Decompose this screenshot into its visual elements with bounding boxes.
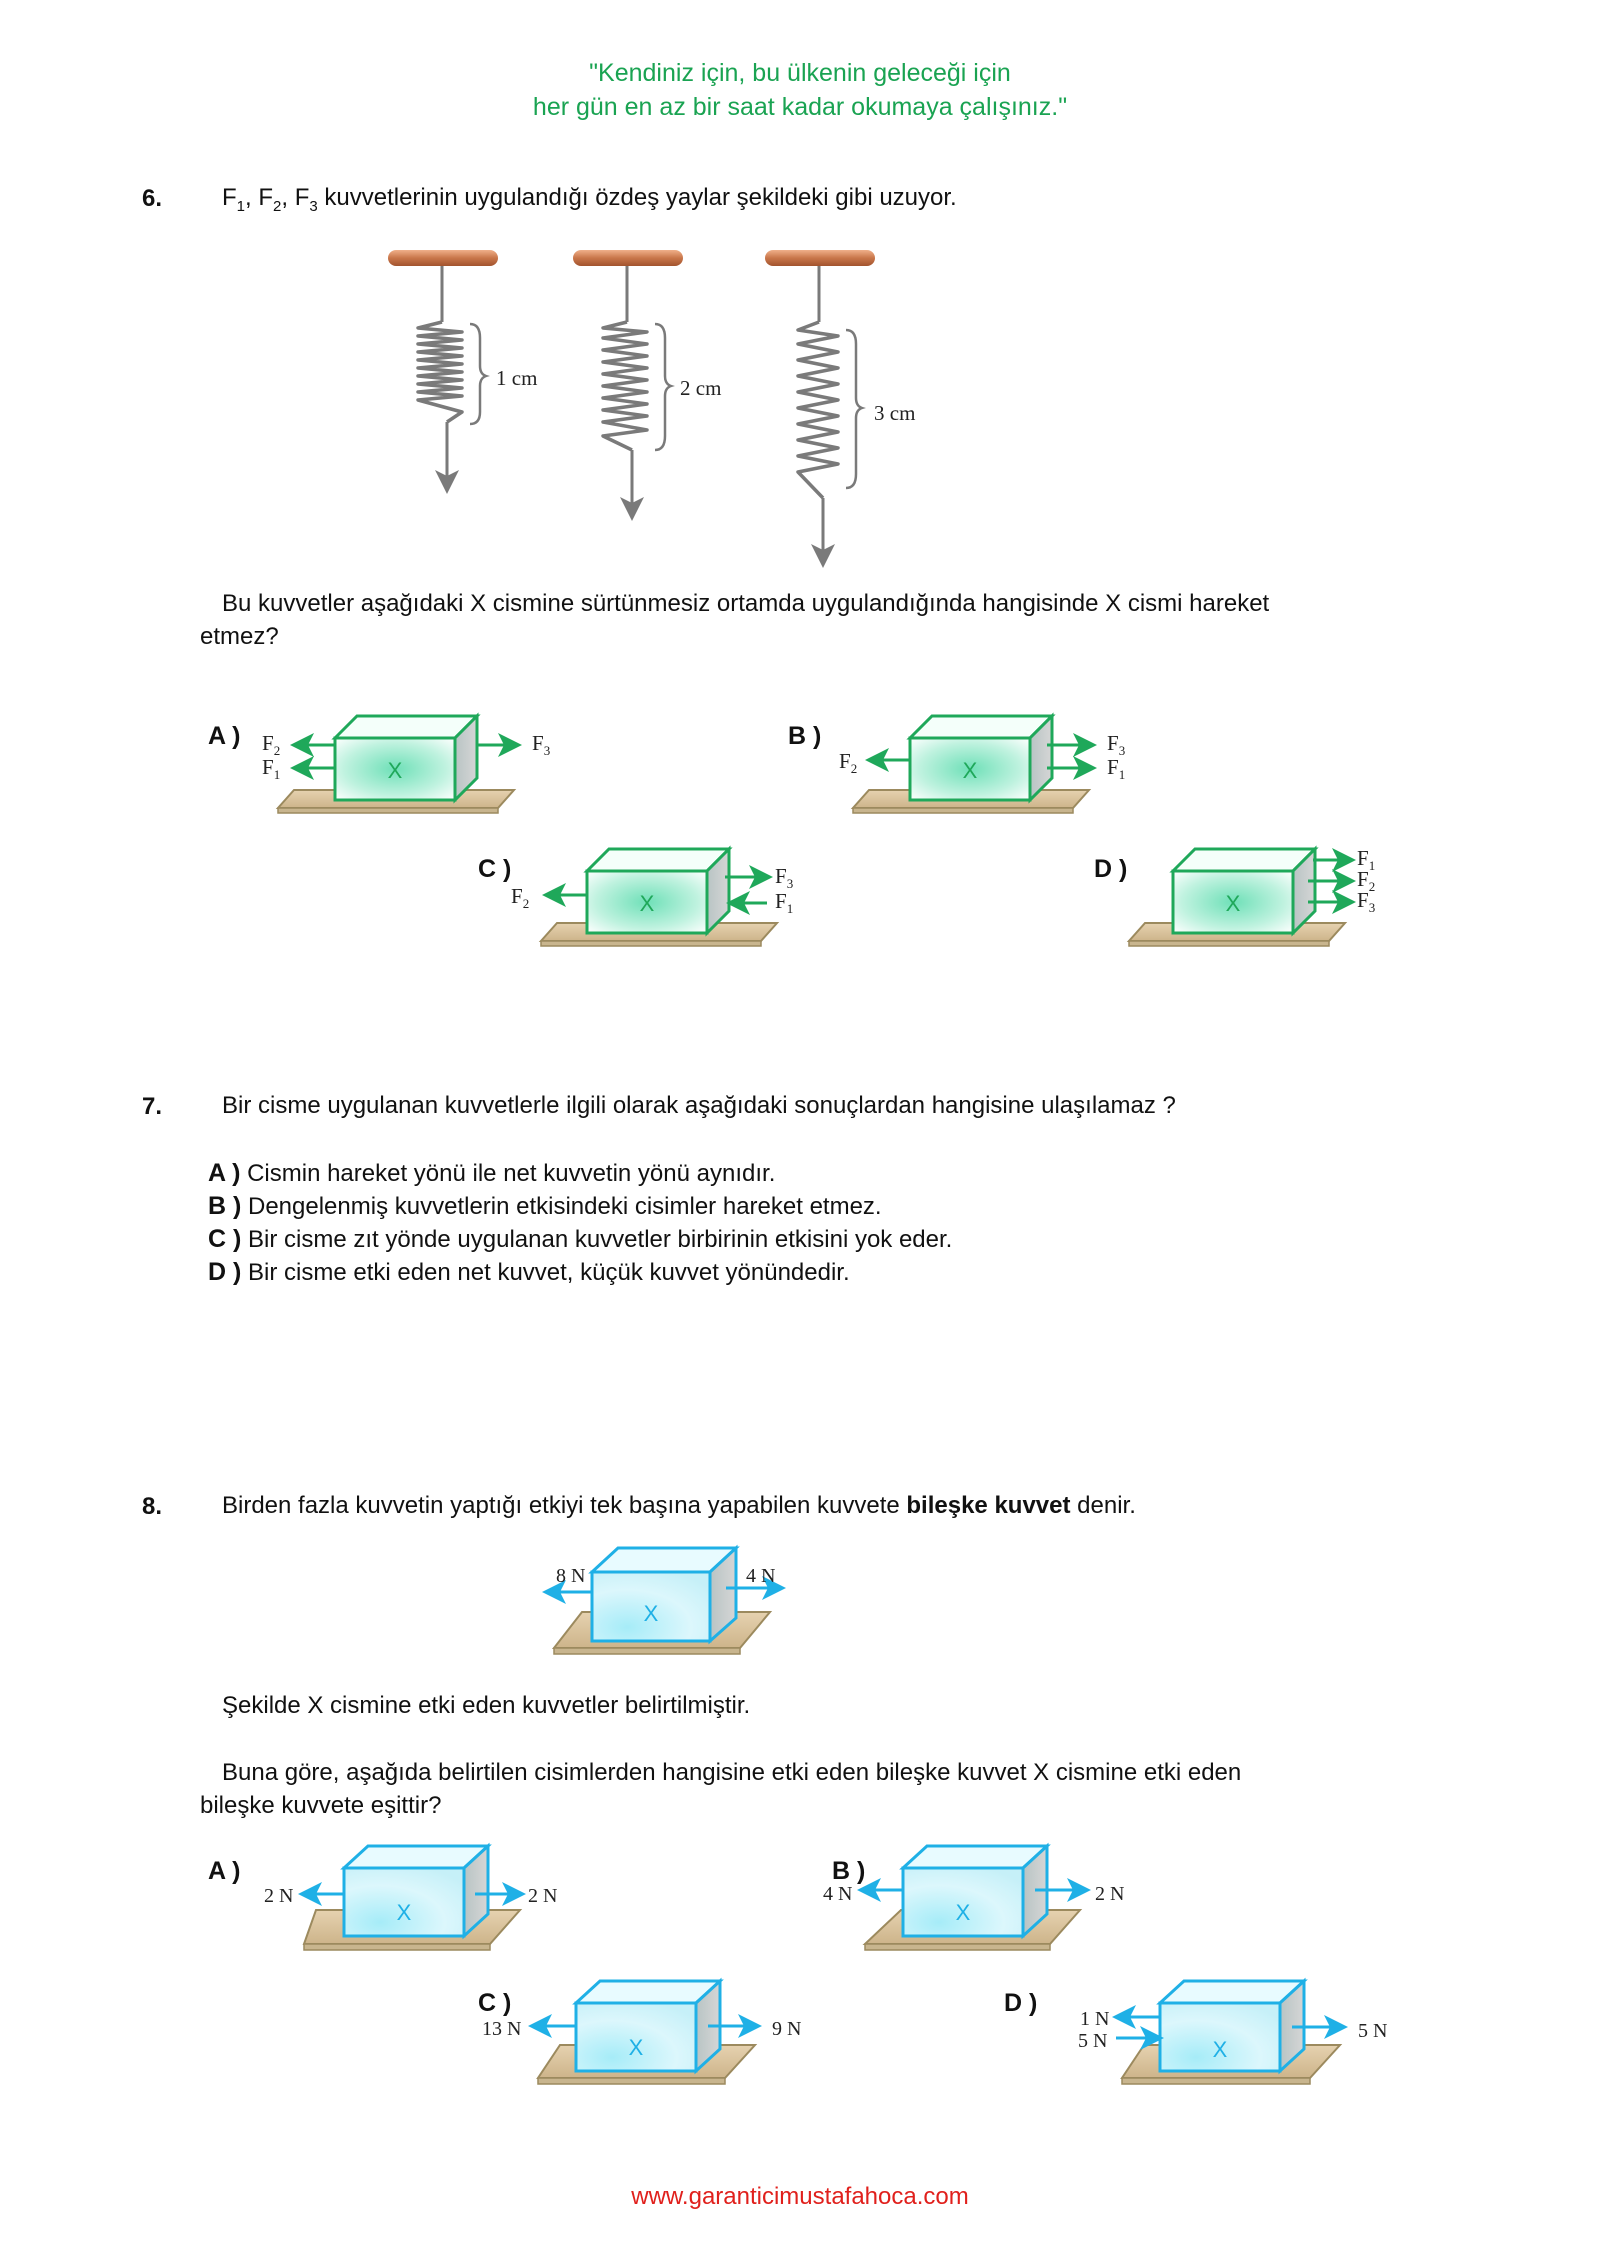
- force-label: $F_2$: [511, 884, 530, 911]
- q8-main-figure: [540, 1548, 820, 1668]
- force-label-right: 5 N: [1358, 2020, 1388, 2042]
- force-label: $F_3$: [775, 864, 794, 891]
- q6-option-b-figure[interactable]: [825, 710, 1145, 820]
- quote-line-2: her gün en az bir saat kadar okumaya çalışınız.": [532, 93, 1068, 121]
- force-label: $F_2$: [1357, 867, 1376, 894]
- intro-bold-term: bileşke kuvvet: [906, 1492, 1071, 1519]
- extension-label-2: 2 cm: [680, 376, 722, 400]
- box-label: X: [955, 1900, 971, 1925]
- force-label-left: 8 N: [556, 1565, 586, 1587]
- option-text: Dengelenmiş kuvvetlerin etkisindeki cisimler hareket etmez.: [248, 1193, 882, 1220]
- springs-figure: [380, 240, 1020, 580]
- q8-option-d-letter[interactable]: D ): [1004, 1989, 1038, 2017]
- q6-option-c-figure[interactable]: [505, 843, 825, 953]
- q6-option-c-letter[interactable]: C ): [478, 855, 512, 883]
- q8-option-b-figure[interactable]: [815, 1852, 1135, 1962]
- force-label-right: 4 N: [746, 1565, 776, 1587]
- ceiling-bar: [765, 250, 875, 266]
- spring-2: [573, 250, 721, 515]
- intro-text: denir.: [1070, 1492, 1136, 1519]
- force-label: $F_2$: [262, 731, 281, 758]
- box-label: X: [643, 1601, 659, 1626]
- question-6-number: 6.: [142, 185, 163, 212]
- q6-option-a-figure[interactable]: [250, 710, 570, 820]
- question-6-text-line-1: Bu kuvvetler aşağıdaki X cismine sürtünmesiz ortamda uygulandığında hangisinde X cismi hareket: [222, 590, 1270, 617]
- question-6-intro: [222, 181, 957, 224]
- intro-f: , F: [245, 184, 274, 211]
- force-label: $F_3$: [532, 731, 551, 758]
- force-label: $F_3$: [1357, 888, 1376, 915]
- q6-option-a-letter[interactable]: A ): [208, 722, 241, 750]
- spring-1: [388, 250, 537, 488]
- intro-sub: 3: [309, 197, 318, 215]
- force-label: $F_1$: [1107, 755, 1126, 782]
- box-label: X: [387, 758, 403, 783]
- q8-option-a-letter[interactable]: A ): [208, 1857, 241, 1885]
- intro-f: F: [222, 184, 237, 211]
- q6-option-d-letter[interactable]: D ): [1094, 855, 1128, 883]
- force-label-right: 2 N: [528, 1885, 558, 1907]
- footer-website[interactable]: www.garanticimustafahoca.com: [631, 2183, 969, 2210]
- q7-option-a[interactable]: [208, 1156, 775, 1191]
- question-8-text-line-1: Buna göre, aşağıda belirtilen cisimlerden hangisine etki eden bileşke kuvvet X cismine etki eden: [222, 1759, 1242, 1786]
- q7-option-b[interactable]: [208, 1189, 882, 1224]
- question-6-text-line-2: etmez?: [200, 623, 279, 650]
- force-label-right: 9 N: [772, 2018, 802, 2040]
- extension-label-3: 3 cm: [874, 401, 916, 425]
- box-label: X: [396, 1900, 412, 1925]
- q8-option-b-letter[interactable]: B ): [832, 1857, 866, 1885]
- box-label: X: [1225, 891, 1241, 916]
- box-label: X: [1212, 2037, 1228, 2062]
- question-8-intro: [222, 1489, 1136, 1523]
- intro-text: Birden fazla kuvvetin yaptığı etkiyi tek başına yapabilen kuvvete: [222, 1492, 907, 1519]
- quote-line-1: "Kendiniz için, bu ülkenin geleceği için: [589, 59, 1011, 87]
- intro-text: kuvvetlerinin uygulandığı özdeş yaylar şekildeki gibi uzuyor.: [317, 184, 957, 211]
- box-label: X: [628, 2035, 644, 2060]
- ceiling-bar: [388, 250, 498, 266]
- force-label-left: 4 N: [823, 1883, 853, 1905]
- force-label: $F_3$: [1107, 731, 1126, 758]
- q8-option-a-figure[interactable]: [250, 1852, 570, 1962]
- force-label-left: 13 N: [482, 2018, 522, 2040]
- intro-f: , F: [281, 184, 310, 211]
- q7-option-d[interactable]: [208, 1255, 850, 1290]
- force-label: $F_1$: [1357, 846, 1376, 873]
- q8-option-d-figure[interactable]: [1060, 1985, 1420, 2095]
- intro-sub: 2: [273, 197, 282, 215]
- q6-option-b-letter[interactable]: B ): [788, 722, 822, 750]
- force-label-left: 1 N: [1080, 2008, 1110, 2030]
- force-label-left: 5 N: [1078, 2030, 1108, 2052]
- option-text: Bir cisme etki eden net kuvvet, küçük kuvvet yönündedir.: [248, 1259, 850, 1286]
- q8-option-c-figure[interactable]: [460, 1985, 802, 2095]
- option-letter: B ): [208, 1192, 242, 1220]
- question-8-statement: Şekilde X cismine etki eden kuvvetler belirtilmiştir.: [222, 1692, 751, 1719]
- force-label: $F_1$: [262, 755, 281, 782]
- intro-sub: 1: [236, 197, 246, 215]
- box-label: X: [962, 758, 978, 783]
- q6-option-d-figure[interactable]: [1115, 843, 1415, 953]
- option-letter: C ): [208, 1225, 242, 1253]
- force-label: $F_1$: [775, 889, 794, 916]
- q7-option-c[interactable]: [208, 1222, 952, 1257]
- box-label: X: [639, 891, 655, 916]
- force-label-left: 2 N: [264, 1885, 294, 1907]
- ceiling-bar: [573, 250, 683, 266]
- force-label: $F_2$: [839, 749, 858, 776]
- force-label-right: 2 N: [1095, 1883, 1125, 1905]
- option-text: Cismin hareket yönü ile net kuvvetin yönü aynıdır.: [247, 1160, 776, 1187]
- extension-label-1: 1 cm: [496, 366, 538, 390]
- question-7-text: Bir cisme uygulanan kuvvetlerle ilgili olarak aşağıdaki sonuçlardan hangisine ulaşılamaz ?: [222, 1092, 1176, 1119]
- question-8-number: 8.: [142, 1493, 163, 1520]
- option-text: Bir cisme zıt yönde uygulanan kuvvetler birbirinin etkisini yok eder.: [248, 1226, 953, 1253]
- option-letter: D ): [208, 1258, 242, 1286]
- q8-option-c-letter[interactable]: C ): [478, 1989, 512, 2017]
- option-letter: A ): [208, 1159, 241, 1187]
- motivational-quote: [0, 56, 1600, 124]
- question-7-number: 7.: [142, 1093, 163, 1120]
- question-8-text-line-2: bileşke kuvvete eşittir?: [200, 1792, 442, 1819]
- spring-3: [765, 250, 915, 562]
